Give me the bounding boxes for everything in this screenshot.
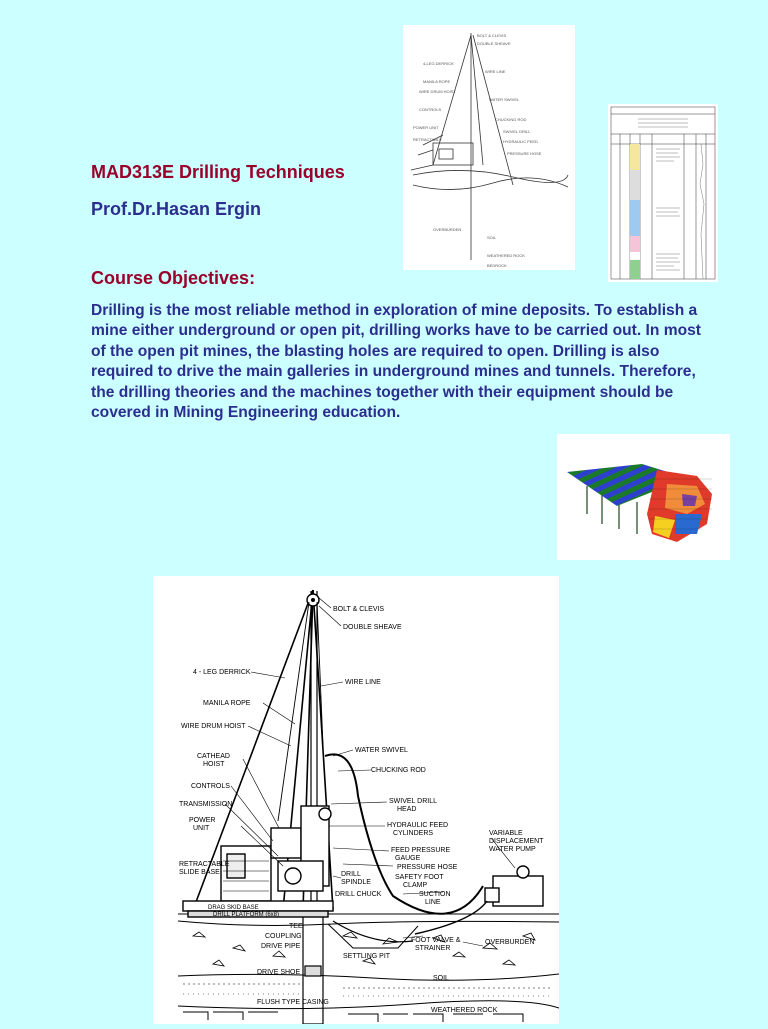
label-drill-platform: DRILL PLATFORM (6x8): [213, 912, 280, 918]
drilling-rig-diagram: [153, 576, 559, 1024]
label-flush-casing: FLUSH TYPE CASING: [257, 999, 329, 1006]
svg-text:RETRACTABLE: RETRACTABLE: [413, 137, 442, 142]
label-swivel-drill-head-1: SWIVEL DRILL: [389, 798, 437, 805]
overburden-texture: [193, 932, 535, 966]
svg-text:CHUCKING ROD: CHUCKING ROD: [495, 117, 527, 122]
label-safety-foot-clamp-2: CLAMP: [403, 882, 428, 889]
label-pressure-hose: PRESSURE HOSE: [397, 864, 458, 871]
course-title: MAD313E Drilling Techniques: [91, 162, 345, 182]
label-swivel-drill-head-2: HEAD: [397, 806, 417, 813]
objectives-heading: Course Objectives:: [91, 268, 256, 288]
label-soil: SOIL: [433, 975, 449, 982]
label-power-unit-1: POWER: [189, 817, 216, 824]
label-drive-pipe: DRIVE PIPE: [261, 943, 301, 950]
label-variable-pump-3: WATER PUMP: [489, 846, 536, 853]
ore-body-model-image: [557, 434, 730, 560]
objectives-paragraph: Drilling is the most reliable method in exploration of mine deposits. To establish a mine either underground or open pit, drilling works have to be carried out. In most of the open pit mines, the blasting holes are required to open. Drilling is also required to drive the main galleries in underground mines and tunnels. Therefore, the drilling theories and the machines together with their equipment should be covered in Mining Engineering education.: [91, 302, 701, 422]
small-rig-drawing: [403, 25, 575, 270]
label-overburden: OVERBURDEN: [485, 939, 535, 946]
label-variable-pump-1: VARIABLE: [489, 830, 523, 837]
svg-text:BOLT & CLEVIS: BOLT & CLEVIS: [477, 33, 507, 38]
soil-texture: [183, 984, 553, 996]
label-drag-skid-base: DRAG SKID BASE: [208, 905, 259, 911]
label-controls: CONTROLS: [191, 783, 230, 790]
label-drill-spindle-1: DRILL: [341, 871, 361, 878]
label-hydraulic-feed-2: CYLINDERS: [393, 830, 434, 837]
label-tee: TEE: [289, 923, 303, 930]
svg-text:CONTROLS: CONTROLS: [419, 107, 442, 112]
label-settling-pit: SETTLING PIT: [343, 953, 391, 960]
label-feed-pressure-2: GAUGE: [395, 855, 421, 862]
label-suction-line-2: LINE: [425, 899, 441, 906]
svg-text:WEATHERED ROCK: WEATHERED ROCK: [487, 253, 525, 258]
label-bolt-clevis: BOLT & CLEVIS: [333, 606, 385, 613]
svg-text:OVERBURDEN: OVERBURDEN: [433, 227, 462, 232]
label-water-swivel: WATER SWIVEL: [355, 747, 408, 754]
label-variable-pump-2: DISPLACEMENT: [489, 838, 544, 845]
label-coupling: COUPLING: [265, 933, 302, 940]
svg-text:POWER UNIT: POWER UNIT: [413, 125, 439, 130]
label-power-unit-2: UNIT: [193, 825, 210, 832]
borehole-log-table: [608, 104, 718, 282]
label-drill-chuck: DRILL CHUCK: [335, 891, 382, 898]
svg-text:4-LEG DERRICK: 4-LEG DERRICK: [423, 61, 454, 66]
instructor-name: Prof.Dr.Hasan Ergin: [91, 199, 262, 219]
ore-body-3d-drawing: [557, 434, 730, 560]
svg-text:MANILA ROPE: MANILA ROPE: [423, 79, 451, 84]
label-cathead-hoist-2: HOIST: [203, 761, 225, 768]
label-chucking-rod: CHUCKING ROD: [371, 767, 426, 774]
label-drill-spindle-2: SPINDLE: [341, 879, 371, 886]
label-retractable-2: SLIDE BASE: [179, 869, 220, 876]
label-wire-drum-hoist: WIRE DRUM HOIST: [181, 723, 246, 730]
label-cathead-hoist-1: CATHEAD: [197, 753, 230, 760]
svg-text:SOIL: SOIL: [487, 235, 497, 240]
borehole-log-sheet: [608, 104, 718, 282]
label-suction-line-1: SUCTION: [419, 891, 451, 898]
svg-text:BEDROCK: BEDROCK: [487, 263, 507, 268]
svg-text:PRESSURE HOSE: PRESSURE HOSE: [507, 151, 542, 156]
svg-text:WIRE DRUM HOIST: WIRE DRUM HOIST: [419, 89, 456, 94]
label-safety-foot-clamp-1: SAFETY FOOT: [395, 874, 444, 881]
label-foot-valve-2: STRAINER: [415, 945, 451, 952]
small-rig-sketch: [403, 25, 575, 270]
label-drive-shoe: DRIVE SHOE: [257, 969, 301, 976]
label-feed-pressure-1: FEED PRESSURE: [391, 847, 451, 854]
label-retractable-1: RETRACTABLE: [179, 861, 230, 868]
label-wire-line: WIRE LINE: [345, 679, 381, 686]
label-manila-rope: MANILA ROPE: [203, 700, 251, 707]
svg-text:DOUBLE SHEAVE: DOUBLE SHEAVE: [477, 41, 511, 46]
svg-text:WIRE LINE: WIRE LINE: [485, 69, 506, 74]
label-weathered-rock: WEATHERED ROCK: [431, 1007, 498, 1014]
label-leg-derrick: 4 - LEG DERRICK: [193, 669, 251, 676]
label-foot-valve-1: FOOT VALVE &: [411, 937, 461, 944]
drilling-rig-svg: [153, 576, 559, 1024]
label-hydraulic-feed-1: HYDRAULIC FEED: [387, 822, 449, 829]
label-double-sheave: DOUBLE SHEAVE: [343, 624, 402, 631]
svg-text:SWIVEL DRILL: SWIVEL DRILL: [503, 129, 531, 134]
label-transmission: TRANSMISSION: [179, 801, 233, 808]
svg-text:WATER SWIVEL: WATER SWIVEL: [489, 97, 520, 102]
svg-text:HYDRAULIC FEED: HYDRAULIC FEED: [503, 139, 538, 144]
